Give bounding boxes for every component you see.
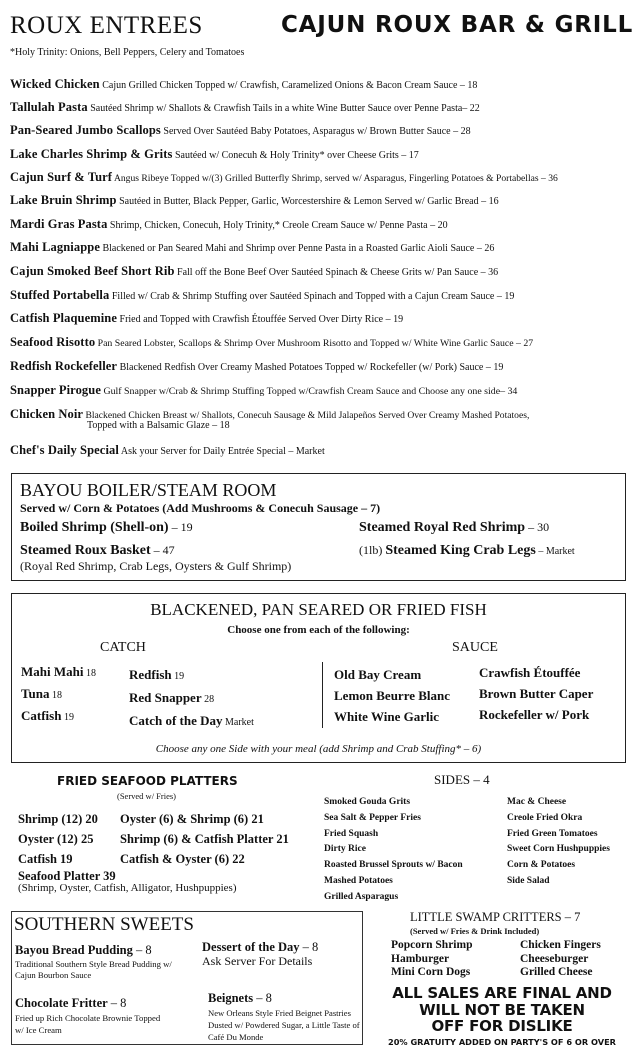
king-crab-legs (359, 543, 575, 559)
beignets (208, 991, 272, 1006)
side-item: Mashed Potatoes (324, 875, 393, 886)
catch-item (129, 687, 254, 710)
catch-item (21, 706, 96, 728)
entree-desc: Served Over Sautéed Baby Potatoes, Asparagus w/ Brown Butter Sauce – 28 (160, 126, 471, 137)
sauce-item: Lemon Beurre Blanc (334, 688, 451, 703)
platters-subtitle: (Served w/ Fries) (117, 791, 177, 801)
gratuity-notice: 20% GRATUITY ADDED ON PARTY'S OF 6 OR OVER (388, 1037, 616, 1047)
entree-desc: Ask your Server for Daily Entrée Special – Market (118, 446, 325, 457)
catch-name: Redfish (129, 667, 172, 682)
roux-basket-note: (Royal Red Shrimp, Crab Legs, Oysters & Gulf Shrimp) (20, 559, 292, 573)
entree-desc: Cajun Grilled Chicken Topped w/ Crawfish, Caramelized Onions & Bacon Cream Sauce – 18 (99, 80, 478, 91)
critters-column-1 (391, 939, 472, 980)
catch-column-1 (21, 662, 96, 728)
seafood-platter-note: (Shrimp, Oyster, Catfish, Alligator, Hushpuppies) (18, 882, 237, 894)
side-item: Sweet Corn Hushpuppies (507, 844, 610, 855)
catch-price: 18 (83, 668, 96, 679)
entree-name: Wicked Chicken (10, 77, 100, 91)
catch-price: 28 (201, 694, 215, 705)
catch-price: 19 (61, 712, 74, 723)
fish-box (11, 593, 626, 763)
entree-item (10, 218, 632, 232)
catch-name: Tuna (21, 686, 50, 701)
entree-desc: Shrimp, Chicken, Conecuh, Holy Trinity,* Creole Cream Sauce w/ Penne Pasta – 20 (107, 220, 448, 231)
entree-item (10, 124, 632, 138)
entree-desc: Blackened or Pan Seared Mahi and Shrimp over Penne Pasta in a Roasted Garlic Aioli Sauce – 26 (99, 243, 495, 254)
entree-item (10, 360, 632, 374)
bayou-title: BAYOU BOILER/STEAM ROOM (20, 480, 277, 500)
side-item: Fried Squash (324, 828, 379, 839)
side-note: Choose any one Side with your meal (add Shrimp and Crab Stuffing* – 6) (155, 743, 482, 755)
item-name: Boiled Shrimp (Shell-on) (20, 520, 169, 535)
side-item: Fried Green Tomatoes (507, 828, 598, 839)
item-price: – 8 (107, 996, 127, 1010)
critters-column-2 (520, 939, 601, 980)
entree-desc: Pan Seared Lobster, Scallops & Shrimp Over Mushroom Risotto and Topped w/ White Wine Garlic Sauce – 27 (95, 338, 534, 349)
entree-item (10, 101, 632, 115)
entree-name: Pan-Seared Jumbo Scallops (10, 123, 161, 137)
catch-price: Market (222, 717, 254, 728)
roux-basket (20, 543, 175, 559)
item-price: – 8 (132, 943, 152, 957)
catch-column-2 (129, 664, 254, 733)
entree-item (10, 241, 632, 255)
catch-item (129, 710, 254, 733)
bread-pudding (15, 943, 152, 958)
entree-item (10, 265, 632, 279)
side-item: Corn & Potatoes (507, 860, 576, 871)
entree-item (10, 171, 632, 185)
fish-choose: Choose one from each of the following: (227, 624, 410, 636)
catch-header: CATCH (100, 640, 146, 655)
entree-name: Lake Charles Shrimp & Grits (10, 147, 173, 161)
sauce-item: Old Bay Cream (334, 667, 422, 682)
sides-column-1 (324, 795, 463, 906)
entree-desc: Sautéed in Butter, Black Pepper, Garlic, Worcestershire & Lemon Served w/ Garlic Bread – 16 (116, 196, 499, 207)
entree-item (10, 289, 632, 303)
sides-column-2 (507, 795, 610, 890)
dessert-of-day (202, 940, 318, 955)
catch-item (21, 662, 96, 684)
entree-desc: Filled w/ Crab & Shrimp Stuffing over Sautéed Spinach and Topped with a Cajun Cream Sauce – 19 (109, 291, 515, 302)
entree-desc: Angus Ribeye Topped w/(3) Grilled Butterfly Shrimp, served w/ Asparagus, Fingerling Potatoes & Portabellas – 36 (112, 173, 558, 184)
entree-item (10, 78, 632, 92)
bread-pudding-desc: Traditional Southern Style Bread Pudding w/ Cajun Bourbon Sauce (15, 959, 172, 980)
item-name: Beignets (208, 991, 254, 1005)
entree-name: Cajun Smoked Beef Short Rib (10, 264, 175, 278)
item-prefix: (1lb) (359, 543, 386, 557)
seafood-platter: Seafood Platter 39 (18, 869, 116, 883)
critter-item: Chicken Fingers (520, 939, 601, 951)
entree-desc: Blackened Chicken Breast w/ Shallots, Conecuh Sausage & Mild Jalapeños Served Over Creamy Mashed Potatoes, (83, 410, 530, 421)
catch-price: 19 (171, 671, 185, 682)
catch-name: Catch of the Day (129, 713, 223, 728)
side-item: Sea Salt & Pepper Fries (324, 812, 421, 823)
catch-item (129, 664, 254, 687)
entree-desc: Gulf Snapper w/Crab & Shrimp Stuffing Topped w/Crawfish Cream Sauce and Choose any one side– 34 (100, 386, 518, 397)
fish-title: BLACKENED, PAN SEARED OR FRIED FISH (150, 600, 487, 619)
platters-title: FRIED SEAFOOD PLATTERS (57, 774, 238, 788)
item-price: – Market (535, 546, 575, 557)
critters-subtitle: (Served w/ Fries & Drink Included) (410, 926, 540, 936)
platters-right-column (120, 809, 289, 869)
platter-item: Catfish 19 (18, 852, 73, 866)
bayou-boiler-box (11, 473, 626, 581)
chocolate-fritter-desc: Fried up Rich Chocolate Brownie Topped w/ Ice Cream (15, 1013, 161, 1035)
catch-price: 18 (49, 690, 62, 701)
item-name: Chocolate Fritter (15, 996, 108, 1010)
entree-name: Catfish Plaquemine (10, 311, 118, 325)
catch-name: Mahi Mahi (21, 664, 84, 679)
entree-name: Tallulah Pasta (10, 100, 88, 114)
platters-left-column (18, 809, 98, 869)
item-name: Dessert of the Day (202, 940, 300, 954)
notice-line: WILL NOT BE TAKEN (419, 1000, 585, 1019)
side-item: Dirty Rice (324, 844, 366, 855)
entree-name: Chicken Noir (10, 407, 84, 421)
sales-final-notice (368, 985, 636, 1035)
sauce-item: Rockefeller w/ Pork (479, 707, 590, 722)
side-item: Smoked Gouda Grits (324, 797, 411, 807)
sauce-column-2 (479, 662, 593, 725)
entree-name: Cajun Surf & Turf (10, 170, 113, 184)
notice-line: ALL SALES ARE FINAL AND (392, 984, 612, 1002)
entree-name: Stuffed Portabella (10, 288, 110, 302)
entree-name: Seafood Risotto (10, 335, 96, 349)
royal-red-shrimp (359, 520, 549, 536)
entree-desc: Blackened Redfish Over Creamy Mashed Potatoes Topped w/ Rockefeller (w/ Pork) Sauce – 19 (117, 362, 504, 373)
critter-item: Hamburger (391, 952, 450, 965)
item-price: – 19 (168, 520, 193, 534)
entree-desc: Sautéed Shrimp w/ Shallots & Crawfish Tails in a white Wine Butter Sauce over Penne Pasta– 22 (87, 103, 480, 114)
notice-line: OFF FOR DISLIKE (431, 1017, 573, 1035)
sauce-item: Brown Butter Caper (479, 686, 594, 701)
sides-title: SIDES – 4 (434, 772, 490, 787)
critter-item: Popcorn Shrimp (391, 939, 473, 951)
entree-name: Snapper Pirogue (10, 383, 101, 397)
entree-item (10, 444, 632, 458)
boiled-shrimp (20, 520, 193, 536)
entree-desc-continued: Topped with a Balsamic Glaze – 18 (87, 420, 230, 431)
sweets-title: SOUTHERN SWEETS (14, 914, 194, 935)
item-price: – 30 (525, 520, 550, 534)
entree-name: Lake Bruin Shrimp (10, 193, 117, 207)
trinity-note: *Holy Trinity: Onions, Bell Peppers, Celery and Tomatoes (10, 47, 245, 58)
bayou-subtitle: Served w/ Corn & Potatoes (Add Mushrooms & Conecuh Sausage – 7) (20, 501, 381, 515)
sauce-header: SAUCE (452, 640, 498, 655)
entree-name: Chef's Daily Special (10, 443, 119, 457)
critter-item: Cheeseburger (520, 952, 589, 965)
entree-item (10, 384, 632, 398)
critters-title: LITTLE SWAMP CRITTERS – 7 (410, 910, 581, 924)
entree-item (10, 194, 632, 208)
entree-desc: Fried and Topped with Crawfish Étouffée Served Over Dirty Rice – 19 (117, 314, 404, 325)
chocolate-fritter (15, 996, 126, 1011)
sweets-box (11, 911, 363, 1045)
entree-item (10, 312, 632, 326)
critter-item: Mini Corn Dogs (391, 966, 471, 978)
catch-name: Red Snapper (129, 690, 202, 705)
entree-desc: Fall off the Bone Beef Over Sautéed Spinach & Cheese Grits w/ Pan Sauce – 36 (174, 267, 499, 278)
item-price: – 8 (253, 991, 272, 1005)
entree-name: Mardi Gras Pasta (10, 217, 108, 231)
entree-item (10, 336, 632, 350)
item-price: – 8 (299, 940, 319, 954)
restaurant-name: CAJUN ROUX BAR & GRILL (281, 12, 634, 38)
catch-item (21, 684, 96, 706)
platter-item: Catfish & Oyster (6) 22 (120, 852, 245, 866)
entree-desc: Sautéed w/ Conecuh & Holy Trinity* over Cheese Grits – 17 (172, 150, 419, 161)
entree-item (10, 148, 632, 162)
catch-name: Catfish (21, 708, 62, 723)
platter-item: Oyster (6) & Shrimp (6) 21 (120, 812, 264, 826)
item-name: Steamed King Crab Legs (385, 543, 536, 558)
item-name: Steamed Roux Basket (20, 543, 151, 558)
item-price: – 47 (150, 543, 175, 557)
side-item: Side Salad (507, 875, 550, 886)
beignets-desc: New Orleans Style Fried Beignet Pastries Dusted w/ Powdered Sugar, a Little Taste of Café Du Monde (208, 1008, 360, 1042)
critter-item: Grilled Cheese (520, 966, 593, 978)
sauce-item: White Wine Garlic (334, 709, 439, 724)
item-name: Steamed Royal Red Shrimp (359, 520, 526, 535)
platter-item: Shrimp (12) 20 (18, 812, 98, 826)
entree-name: Mahi Lagniappe (10, 240, 100, 254)
platter-item: Oyster (12) 25 (18, 832, 94, 846)
column-divider (322, 662, 323, 728)
entree-name: Redfish Rockefeller (10, 359, 118, 373)
side-item: Grilled Asparagus (324, 891, 399, 902)
side-item: Creole Fried Okra (507, 812, 583, 823)
item-name: Bayou Bread Pudding (15, 943, 133, 957)
sauce-item: Crawfish Étouffée (479, 665, 581, 680)
sauce-column-1 (334, 664, 450, 727)
side-item: Mac & Cheese (507, 797, 567, 807)
side-item: Roasted Brussel Sprouts w/ Bacon (324, 860, 463, 871)
dessert-of-day-desc: Ask Server For Details (202, 954, 313, 968)
section-title: ROUX ENTREES (10, 12, 203, 39)
platter-item: Shrimp (6) & Catfish Platter 21 (120, 832, 289, 846)
